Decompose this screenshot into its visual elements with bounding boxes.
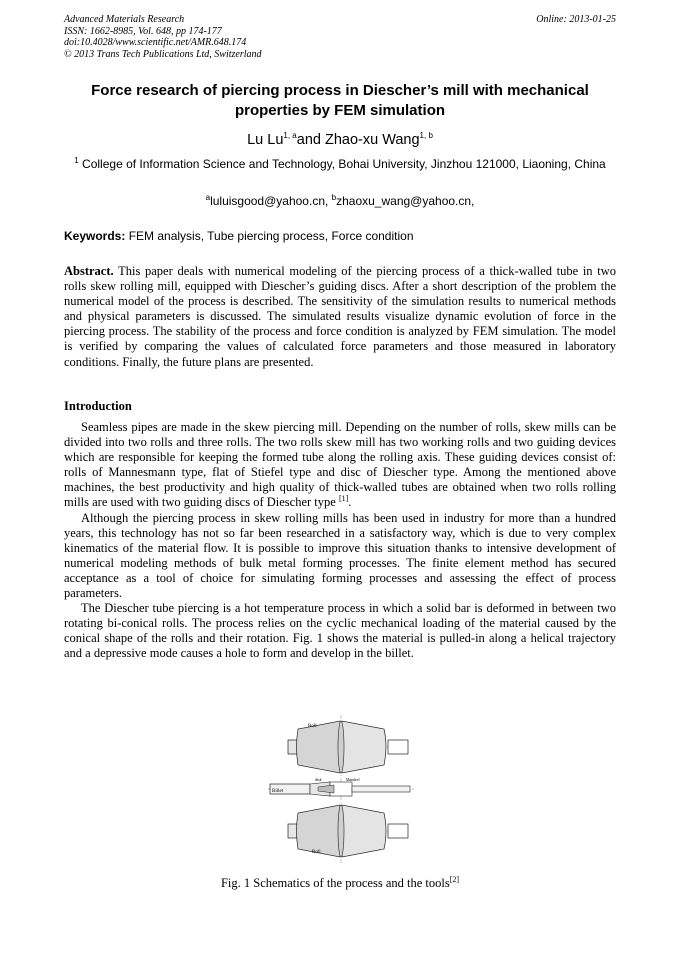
intro-paragraph-1-text: Seamless pipes are made in the skew piercing mill. Depending on the number of rolls, skew mills can be divided into two rolls and three rolls. The two rolls skew mill has two working rolls and two guiding devices which are responsible for keeping the formed tube along the rolling axis. These guiding devices consist of: rolls of Mannesmann type, flat of Stiefel type and disc of Diescher type. Among the mentioned above machines, the best productivity and high quality of thick-walled tubes are obtained when two rolls rolling mills are used with two guiding discs of Diescher type [64,420,616,510]
author-1-name: Lu Lu [247,132,284,148]
citation-1[interactable]: [1] [338,494,349,504]
top-roll-label: Roll [308,724,317,729]
abstract-label: Abstract. [64,264,114,278]
affiliation [64,157,616,173]
figure-1 [268,713,414,865]
author-2-affiliation-mark: 1, b [419,131,433,141]
figure-1-caption-text: Fig. 1 Schematics of the process and the tools [220,876,450,890]
introduction-body [64,420,616,662]
journal-header [64,14,616,60]
author-connector: and [296,132,325,148]
section-heading-introduction: Introduction [64,399,132,413]
paper-title: Force research of piercing process in Diescher’s mill with mechanical properties by FEM simulation [91,82,589,119]
disk-label: disk [315,777,322,782]
email-b[interactable]: zhaoxu_wang@yahoo.cn, [336,194,475,208]
email-a-mark: a [205,193,211,202]
keywords-text: FEM analysis, Tube piercing process, Force condition [125,229,414,243]
intro-paragraph-1 [64,420,616,511]
online-date: Online: 2013-01-25 [536,14,616,25]
bottom-roll-label: Roll [312,850,321,855]
intro-paragraph-3: The Diescher tube piercing is a hot temperature process in which a solid bar is deformed in between two rotating bi-conical rolls. The process relies on the cyclic mechanical loading of the material caused by the conical shape of the rolls and their rotation. Fig. 1 shows the material is pulled-in along a helical trajectory and a depressive mode causes a hole to form and develop in the billet. [64,601,616,661]
abstract-text: This paper deals with numerical modeling of the piercing process of a thick-walled tube in two rolls skew rolling mill, equipped with Diescher’s guiding discs. After a short description of the problem the numerical model of the process is described. The sensitivity of the simulation results to numerical methods and physical parameters is discussed. The simulated results visualize dynamic evolution of force in the piercing process. The stability of the process and force condition is analyzed by FEM simulation. The model is verified by comparing the values of calculated force parameters and those measured in laboratory conditions. Finally, the future plans are presented. [64,264,616,369]
affiliation-mark: 1 [74,156,79,165]
author-1-affiliation-mark: 1, a [283,131,297,141]
author-2-name: Zhao-xu Wang [324,132,420,148]
affiliation-text: College of Information Science and Technology, Bohai University, Jinzhou 121000, Liaoning, China [78,157,606,171]
journal-name: Advanced Materials Research [64,14,185,25]
intro-paragraph-2: Although the piercing process in skew rolling mills has been used in industry for more than a hundred years, this technology has not so far been researched in a satisfactory way, which is due to very complex kinematics of the material flow. It is possible to improve this situation thanks to intensive development of numerical modeling methods of bulk metal forming processes. The finite element method has secured acceptance as a tool of choice for simulating forming processes and assessing the effect of process parameters. [64,510,616,601]
top-roll [288,721,408,773]
abstract [64,264,616,370]
mandrel-label: Mandrel [346,777,360,782]
journal-issn: ISSN: 1662-8985, Vol. 648, pp 174-177 [64,25,222,37]
bottom-roll [288,805,408,857]
billet-assembly [270,777,410,796]
figure-1-schematic [268,713,414,865]
journal-copyright: © 2013 Trans Tech Publications Ltd, Switzerland [64,48,262,60]
figure-1-caption [64,876,616,891]
email-a[interactable]: luluisgood@yahoo.cn, [210,194,332,208]
citation-2[interactable]: [2] [449,874,460,884]
keywords [64,229,616,244]
journal-doi: doi:10.4028/www.scientific.net/AMR.648.174 [64,37,247,48]
keywords-label: Keywords: [64,229,126,243]
email-line [64,194,616,209]
email-b-mark: b [331,193,337,202]
author-line [64,131,616,149]
billet-label: Billet [272,789,284,794]
intro-paragraph-1-end: . [348,495,352,510]
